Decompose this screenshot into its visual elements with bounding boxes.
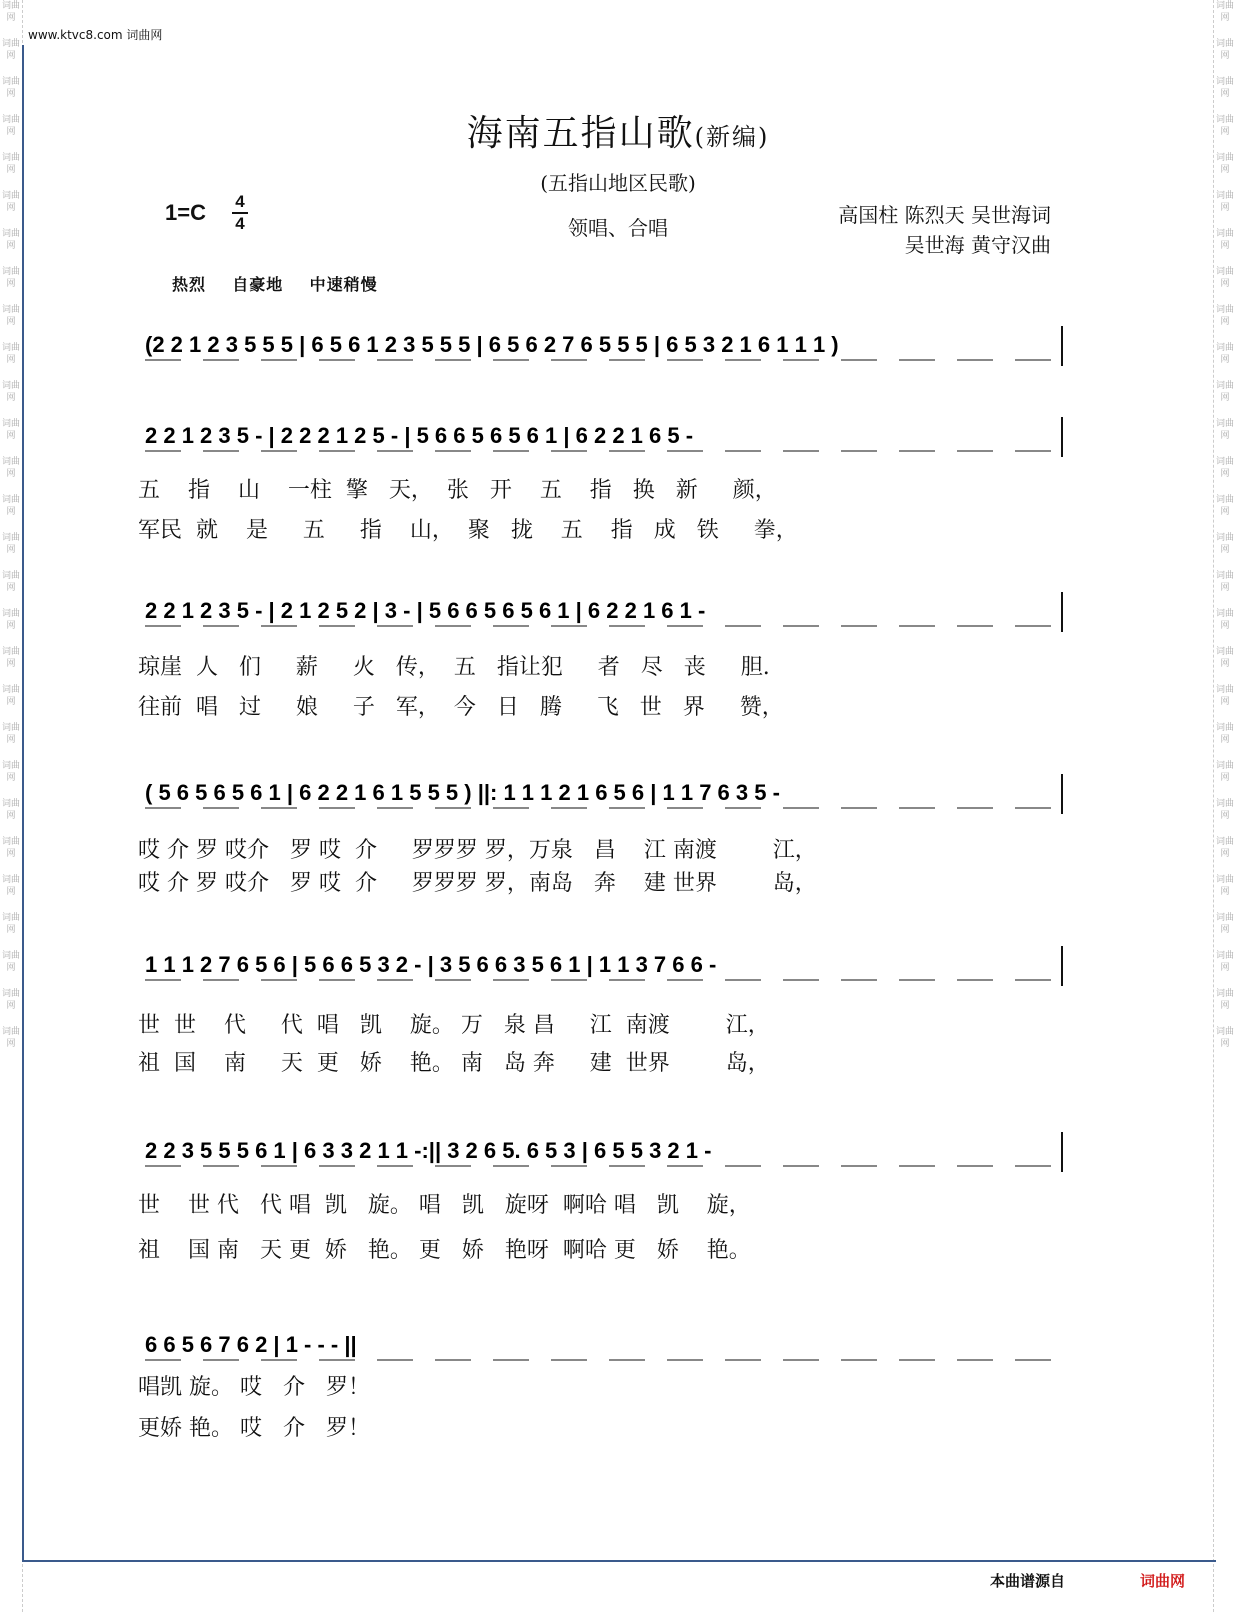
- watermark-text: 词曲网: [1, 191, 20, 213]
- watermark-text: 词曲网: [1, 685, 20, 707]
- notation-line: 2 2 1 2 3 5 - | 2 2 2 1 2 5 - | 5 6 6 5 6 5 6 1 | 6 2 2 1 6 5 -: [145, 423, 694, 448]
- lyric-line: 哎 介 罗 哎介 罗 哎 介 罗罗罗 罗，南岛 奔 建 世界 岛，: [138, 871, 817, 896]
- watermark-text: 词曲网: [1, 951, 20, 973]
- time-signature-top: 4: [235, 192, 245, 211]
- title-main: 海南五指山歌: [466, 113, 695, 154]
- watermark-text: 词曲网: [1215, 875, 1234, 897]
- notation-line: 2 2 3 5 5 5 6 1 | 6 3 3 2 1 1 -:|| 3 2 6 5. 6 5 3 | 6 5 5 3 2 1 -: [145, 1138, 712, 1163]
- tempo-marking: 热烈 自豪地 中速稍慢: [172, 275, 378, 294]
- watermark-text: 词曲网: [1, 571, 20, 593]
- watermark-text: 词曲网: [1, 1, 20, 23]
- watermark-text: 词曲网: [1215, 951, 1234, 973]
- lyric-line: 世 世 代 代 唱 凯 旋。 万 泉 昌 江 南渡 江，: [138, 1013, 770, 1038]
- lyric-line: 军民 就 是 五 指 山， 聚 拢 五 指 成 铁 拳，: [138, 518, 798, 543]
- watermark-text: 词曲网: [1215, 305, 1234, 327]
- watermark-text: 词曲网: [1215, 989, 1234, 1011]
- notation-line: 2 2 1 2 3 5 - | 2 1 2 5 2 | 3 - | 5 6 6 5 6 5 6 1 | 6 2 2 1 6 1 -: [145, 598, 706, 623]
- watermark-text: 词曲网: [1215, 191, 1234, 213]
- composers: 吴世海 黄守汉曲: [904, 233, 1051, 257]
- watermark-text: 词曲网: [1, 39, 20, 61]
- watermark-text: 词曲网: [1215, 609, 1234, 631]
- watermark-text: 词曲网: [1215, 913, 1234, 935]
- time-signature-bottom: 4: [235, 214, 245, 233]
- watermark-text: 词曲网: [1215, 77, 1234, 99]
- performance-form: 领唱、合唱: [568, 216, 668, 240]
- watermark-text: 词曲网: [1, 229, 20, 251]
- watermark-text: 词曲网: [1, 457, 20, 479]
- watermark-text: 词曲网: [1215, 39, 1234, 61]
- watermark-text: 词曲网: [1, 799, 20, 821]
- watermark-text: 词曲网: [1215, 1, 1234, 23]
- watermark-text: 词曲网: [1, 609, 20, 631]
- watermark-text: 词曲网: [1215, 343, 1234, 365]
- watermark-text: 词曲网: [1215, 153, 1234, 175]
- watermark-text: 词曲网: [1, 723, 20, 745]
- watermark-text: 词曲网: [1215, 495, 1234, 517]
- watermark-text: 词曲网: [1215, 457, 1234, 479]
- lyric-line: 琼崖 人 们 薪 火 传， 五 指让犯 者 尽 丧 胆.: [138, 655, 770, 680]
- notation-line: 6 6 5 6 7 6 2 | 1 - - - ||: [145, 1332, 357, 1357]
- watermark-text: 词曲网: [1, 305, 20, 327]
- watermark-text: 词曲网: [1215, 799, 1234, 821]
- notation-line: 1 1 1 2 7 6 5 6 | 5 6 6 5 3 2 - | 3 5 6 6 3 5 6 1 | 1 1 3 7 6 6 -: [145, 952, 717, 977]
- lyric-line: 更娇 艳。 哎 介 罗！: [138, 1416, 370, 1441]
- watermark-text: 词曲网: [1, 1027, 20, 1049]
- watermark-text: 词曲网: [1215, 761, 1234, 783]
- lyric-line: 往前 唱 过 娘 子 军， 今 日 腾 飞 世 界 赞，: [138, 695, 784, 720]
- watermark-text: 词曲网: [1, 115, 20, 137]
- lyric-line: 世 世 代 代 唱 凯 旋。 唱 凯 旋呀 啊哈 唱 凯 旋，: [138, 1193, 751, 1218]
- lyricists: 高国柱 陈烈天 吴世海词: [838, 203, 1051, 227]
- notation-line: (2 2 1 2 3 5 5 5 | 6 5 6 1 2 3 5 5 5 | 6 5 6 2 7 6 5 5 5 | 6 5 3 2 1 6 1 1 1 ): [145, 332, 839, 357]
- watermark-text: 词曲网: [1, 989, 20, 1011]
- watermark-text: 词曲网: [1, 837, 20, 859]
- watermark-text: 词曲网: [1, 267, 20, 289]
- title-note: (新编): [694, 123, 770, 151]
- watermark-text: 词曲网: [1215, 723, 1234, 745]
- watermark-text: 词曲网: [1215, 419, 1234, 441]
- watermark-text: 词曲网: [1, 913, 20, 935]
- watermark-text: 词曲网: [1, 77, 20, 99]
- watermark-text: 词曲网: [1215, 837, 1234, 859]
- key-signature: 1=C: [165, 200, 206, 225]
- site-url: www.ktvc8.com 词曲网: [28, 28, 163, 42]
- lyric-line: 祖 国 南 天 更 娇 艳。 南 岛 奔 建 世界 岛，: [138, 1051, 770, 1076]
- watermark-text: 词曲网: [1215, 115, 1234, 137]
- lyric-line: 哎 介 罗 哎介 罗 哎 介 罗罗罗 罗，万泉 昌 江 南渡 江，: [138, 838, 817, 863]
- lyric-line: 祖 国 南 天 更 娇 艳。 更 娇 艳呀 啊哈 更 娇 艳。: [138, 1238, 751, 1263]
- footer-source-label: 本曲谱源自: [990, 1572, 1066, 1590]
- footer-brand: 词曲网: [1140, 1572, 1186, 1590]
- song-origin: (五指山地区民歌): [540, 171, 696, 195]
- watermark-text: 词曲网: [1215, 381, 1234, 403]
- watermark-text: 词曲网: [1, 343, 20, 365]
- watermark-text: 词曲网: [1, 875, 20, 897]
- watermark-text: 词曲网: [1215, 647, 1234, 669]
- watermark-text: 词曲网: [1215, 685, 1234, 707]
- notation-line: ( 5 6 5 6 5 6 1 | 6 2 2 1 6 1 5 5 5 ) ||: 1 1 1 2 1 6 5 6 | 1 1 7 6 3 5 -: [145, 780, 780, 805]
- watermark-text: 词曲网: [1, 647, 20, 669]
- lyric-line: 五 指 山 一柱 擎 天， 张 开 五 指 换 新 颜，: [138, 478, 777, 503]
- watermark-text: 词曲网: [1, 153, 20, 175]
- watermark-text: 词曲网: [1, 495, 20, 517]
- lyric-line: 唱凯 旋。 哎 介 罗！: [138, 1375, 370, 1400]
- watermark-text: 词曲网: [1215, 571, 1234, 593]
- watermark-text: 词曲网: [1, 533, 20, 555]
- watermark-text: 词曲网: [1215, 1027, 1234, 1049]
- watermark-text: 词曲网: [1215, 229, 1234, 251]
- watermark-text: 词曲网: [1215, 533, 1234, 555]
- watermark-text: 词曲网: [1, 419, 20, 441]
- watermark-text: 词曲网: [1215, 267, 1234, 289]
- watermark-text: 词曲网: [1, 761, 20, 783]
- watermark-text: 词曲网: [1, 381, 20, 403]
